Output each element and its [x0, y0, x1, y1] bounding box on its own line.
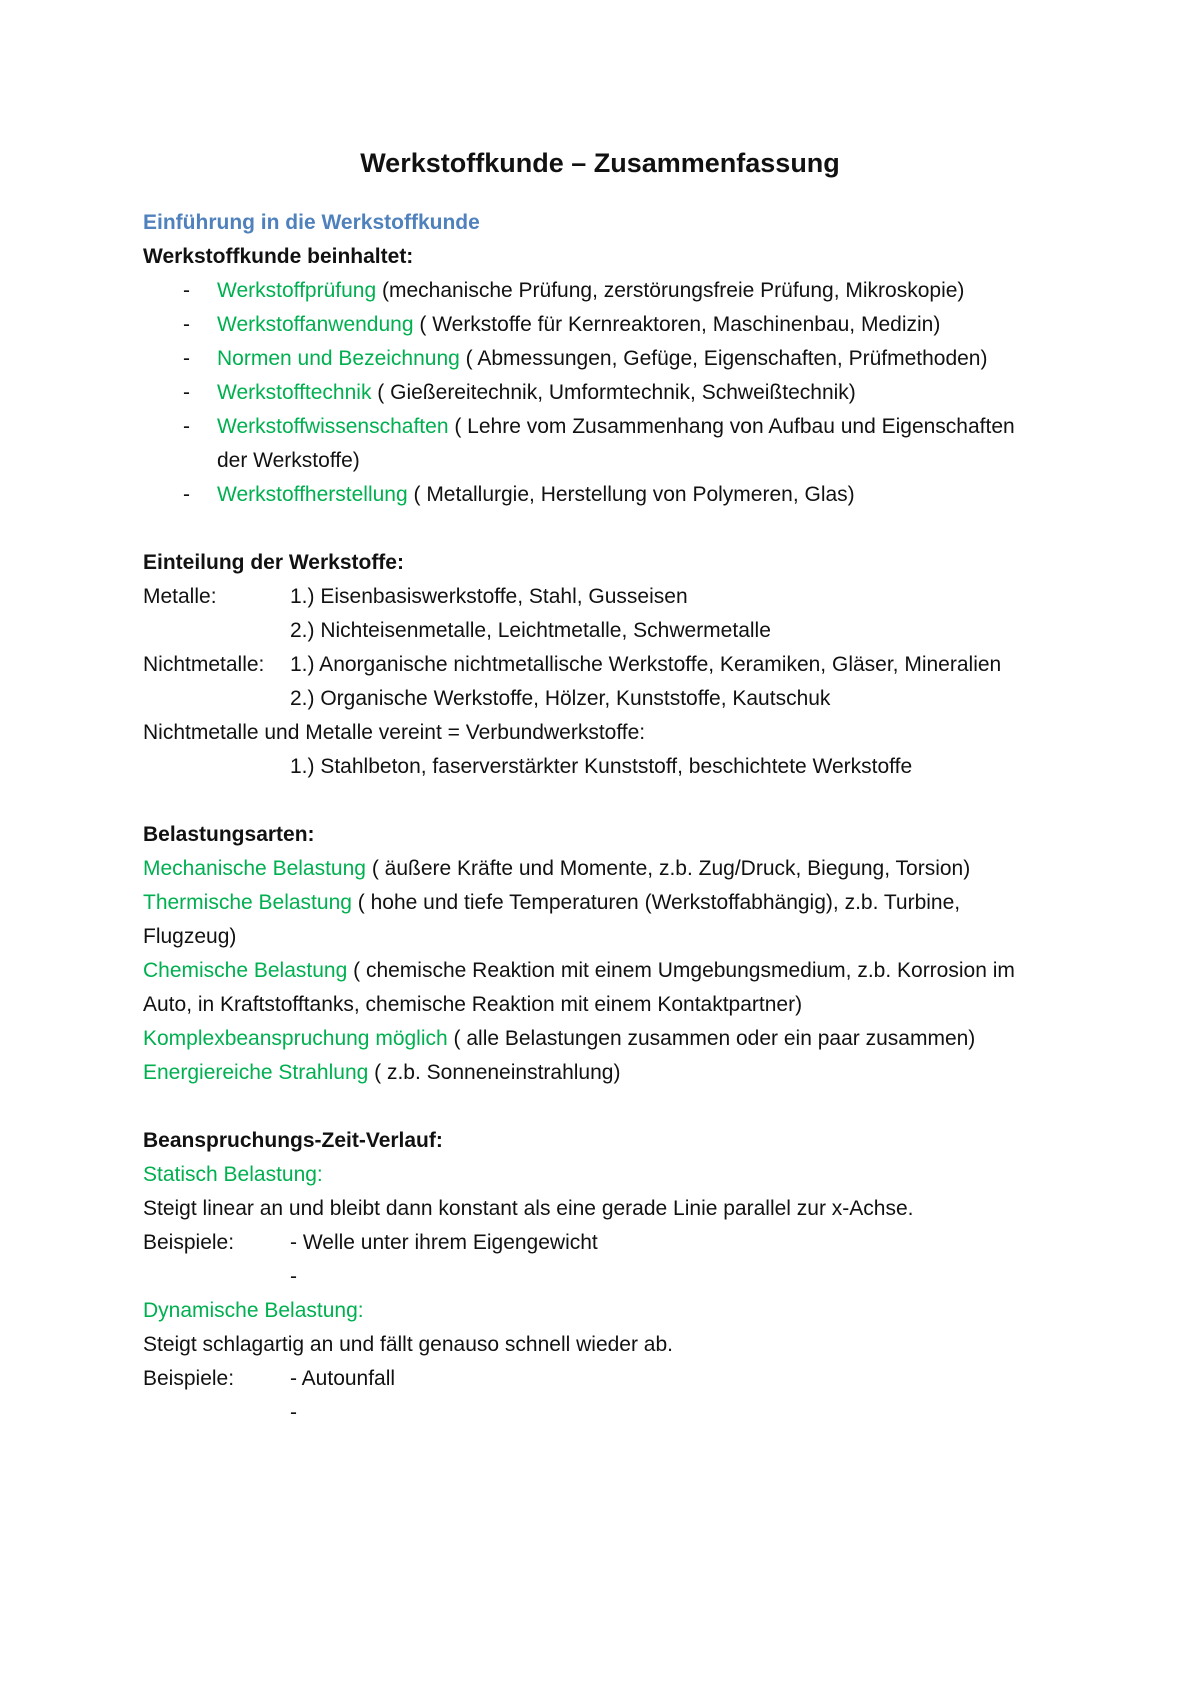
- classification-row: [143, 648, 1083, 682]
- load-type-desc-continued: Auto, in Kraftstofftanks, chemische Reaktion mit einem Kontaktpartner): [143, 993, 803, 1016]
- list-desc: ( Werkstoffe für Kernreaktoren, Maschinenbau, Medizin): [413, 313, 941, 336]
- load-type-desc-continued: Flugzeug): [143, 925, 237, 948]
- intro-subheading: Werkstoffkunde beinhaltet:: [143, 245, 414, 268]
- classification-value: 1.) Eisenbasiswerkstoffe, Stahl, Gusseisen: [290, 585, 688, 608]
- load-type-term: Thermische Belastung: [143, 891, 352, 914]
- classification-value: 2.) Organische Werkstoffe, Hölzer, Kunststoffe, Kautschuk: [290, 687, 831, 710]
- list-item: [143, 478, 1083, 512]
- load-type-term: Energiereiche Strahlung: [143, 1061, 369, 1084]
- example-item: -: [290, 1265, 297, 1288]
- load-type-term: Chemische Belastung: [143, 959, 348, 982]
- dynamic-load-text: Steigt schlagartig an und fällt genauso schnell wieder ab.: [143, 1333, 674, 1356]
- list-dash: -: [183, 313, 190, 336]
- load-type-item: [143, 954, 1083, 988]
- list-desc: ( Lehre vom Zusammenhang von Aufbau und Eigenschaften: [448, 415, 1015, 438]
- example-item: - Autounfall: [290, 1367, 396, 1390]
- load-type-desc: ( alle Belastungen zusammen oder ein paar zusammen): [447, 1027, 976, 1050]
- list-term: Werkstoffprüfung: [217, 279, 377, 302]
- classification-composite-line: Nichtmetalle und Metalle vereint = Verbundwerkstoffe:: [143, 721, 646, 744]
- section-heading-belastung: Belastungsarten:: [143, 823, 315, 846]
- classification-value: 2.) Nichteisenmetalle, Leichtmetalle, Schwermetalle: [290, 619, 771, 642]
- example-row: [143, 1362, 1083, 1396]
- load-type-term: Komplexbeanspruchung möglich: [143, 1027, 448, 1050]
- list-desc: ( Abmessungen, Gefüge, Eigenschaften, Prüfmethoden): [459, 347, 988, 370]
- example-item: - Welle unter ihrem Eigengewicht: [290, 1231, 598, 1254]
- static-load-text: Steigt linear an und bleibt dann konstant als eine gerade Linie parallel zur x-Achse.: [143, 1197, 914, 1220]
- example-row: [143, 1226, 1083, 1260]
- list-item: [143, 274, 1083, 308]
- list-term: Normen und Bezeichnung: [217, 347, 460, 370]
- static-load-heading: Statisch Belastung:: [143, 1163, 323, 1186]
- list-term: Werkstoffherstellung: [217, 483, 408, 506]
- list-dash: -: [183, 483, 190, 506]
- section-heading-intro: Einführung in die Werkstoffkunde: [143, 211, 480, 234]
- load-type-desc: ( äußere Kräfte und Momente, z.b. Zug/Druck, Biegung, Torsion): [365, 857, 971, 880]
- list-dash: -: [183, 279, 190, 302]
- load-type-term: Mechanische Belastung: [143, 857, 366, 880]
- list-item-continuation: [143, 444, 1083, 478]
- list-term: Werkstoffanwendung: [217, 313, 414, 336]
- load-type-desc: ( z.b. Sonneneinstrahlung): [368, 1061, 621, 1084]
- list-dash: -: [183, 347, 190, 370]
- classification-value: 1.) Anorganische nichtmetallische Werkstoffe, Keramiken, Gläser, Mineralien: [290, 653, 1002, 676]
- list-item: [143, 308, 1083, 342]
- example-label: Beispiele:: [143, 1231, 235, 1254]
- list-term: Werkstofftechnik: [217, 381, 372, 404]
- document-content: [143, 140, 1083, 1430]
- list-item: [143, 342, 1083, 376]
- list-desc: (mechanische Prüfung, zerstörungsfreie Prüfung, Mikroskopie): [376, 279, 965, 302]
- classification-value: 1.) Stahlbeton, faserverstärkter Kunststoff, beschichtete Werkstoffe: [290, 755, 913, 778]
- page-title: Werkstoffkunde – Zusammenfassung: [360, 148, 840, 178]
- load-type-desc: ( hohe und tiefe Temperaturen (Werkstoffabhängig), z.b. Turbine,: [351, 891, 961, 914]
- classification-row: [143, 580, 1083, 614]
- load-type-desc: ( chemische Reaktion mit einem Umgebungsmedium, z.b. Korrosion im: [347, 959, 1015, 982]
- list-desc-continued: der Werkstoffe): [217, 449, 360, 472]
- example-item: -: [290, 1401, 297, 1424]
- load-type-item: [143, 852, 1083, 886]
- list-item: [143, 410, 1083, 444]
- list-dash: -: [183, 415, 190, 438]
- classification-label: Metalle:: [143, 585, 217, 608]
- load-type-item: [143, 886, 1083, 920]
- load-type-item: [143, 1022, 1083, 1056]
- list-desc: ( Metallurgie, Herstellung von Polymeren, Glas): [407, 483, 855, 506]
- list-desc: ( Gießereitechnik, Umformtechnik, Schweißtechnik): [371, 381, 856, 404]
- list-term: Werkstoffwissenschaften: [217, 415, 449, 438]
- section-heading-verlauf: Beanspruchungs-Zeit-Verlauf:: [143, 1129, 443, 1152]
- list-dash: -: [183, 381, 190, 404]
- dynamic-load-heading: Dynamische Belastung:: [143, 1299, 364, 1322]
- list-item: [143, 376, 1083, 410]
- classification-label: Nichtmetalle:: [143, 653, 265, 676]
- section-heading-einteilung: Einteilung der Werkstoffe:: [143, 551, 404, 574]
- example-label: Beispiele:: [143, 1367, 235, 1390]
- load-type-item: [143, 1056, 1083, 1090]
